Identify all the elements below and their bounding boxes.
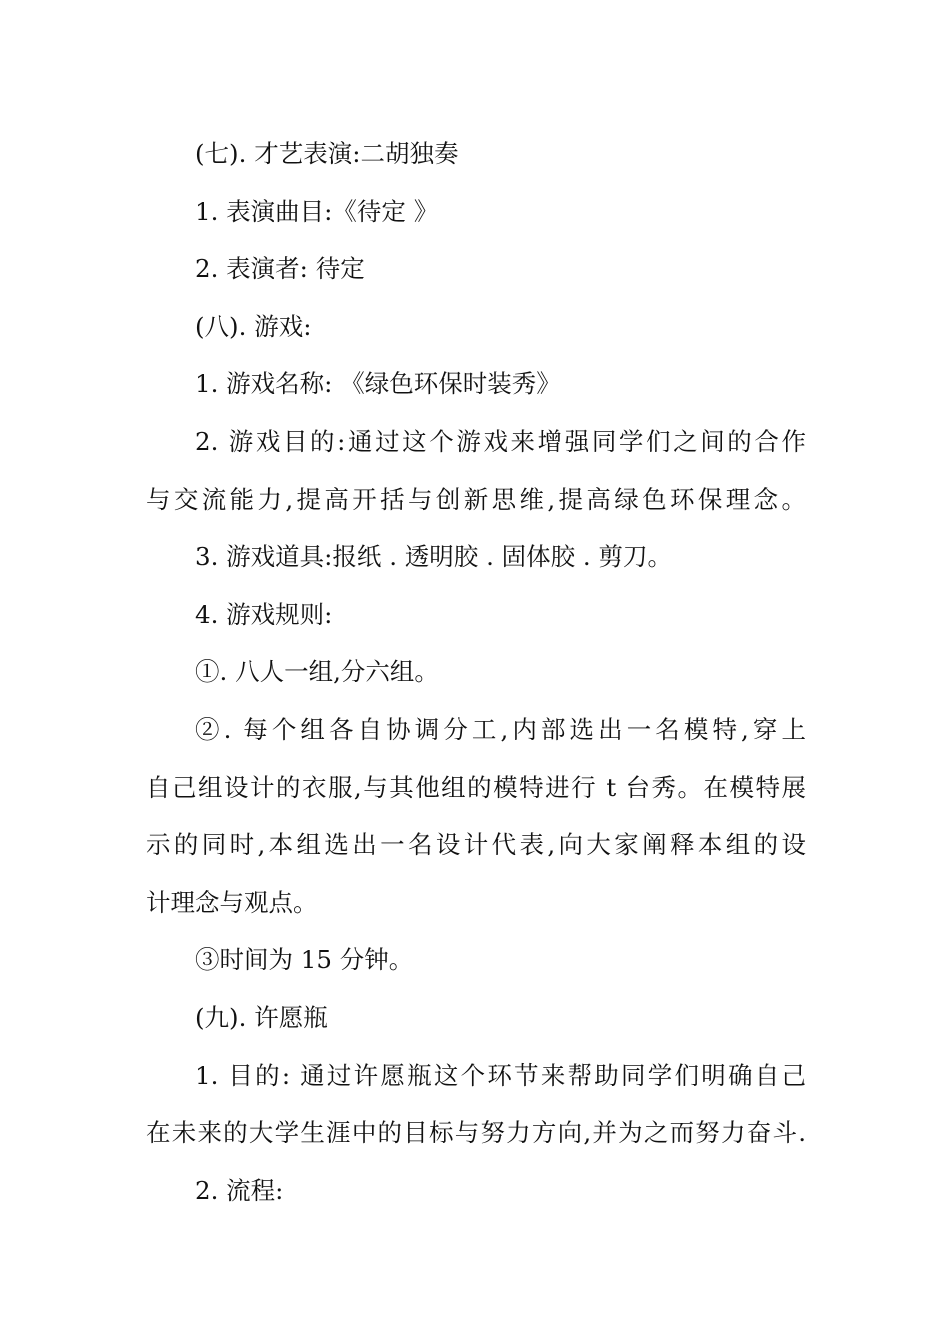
paragraph-line: 2. 游戏目的:通过这个游戏来增强同学们之间的合作 — [195, 426, 806, 456]
paragraph-line: 在未来的大学生涯中的目标与努力方向,并为之而努力奋斗. — [146, 1118, 806, 1148]
paragraph-line: ②. 每个组各自协调分工,内部选出一名模特,穿上 — [195, 714, 806, 744]
list-item: 4. 游戏规则: — [195, 599, 333, 629]
list-item: ①. 八人一组,分六组。 — [195, 657, 439, 687]
paragraph-line: 自己组设计的衣服,与其他组的模特进行 t 台秀。在模特展 — [146, 772, 806, 802]
list-item: 2. 流程: — [195, 1175, 284, 1205]
paragraph-line: 计理念与观点。 — [146, 887, 318, 917]
paragraph-line: 1. 目的: 通过许愿瓶这个环节来帮助同学们明确自己 — [195, 1060, 806, 1090]
heading-game: (八). 游戏: — [195, 311, 312, 341]
list-item: 3. 游戏道具:报纸 . 透明胶 . 固体胶 . 剪刀。 — [195, 542, 673, 572]
heading-wish-bottle: (九). 许愿瓶 — [195, 1002, 328, 1032]
list-item: 2. 表演者: 待定 — [195, 254, 365, 284]
list-item: ③时间为 15 分钟。 — [195, 945, 414, 975]
list-item: 1. 游戏名称: 《绿色环保时装秀》 — [195, 369, 561, 399]
paragraph-line: 与交流能力,提高开括与创新思维,提高绿色环保理念。 — [146, 484, 806, 514]
document-body — [146, 125, 806, 1219]
list-item: 1. 表演曲目:《待定 》 — [195, 196, 439, 226]
heading-talent-show: (七). 才艺表演:二胡独奏 — [195, 139, 459, 168]
paragraph-line: 示的同时,本组选出一名设计代表,向大家阐释本组的设 — [146, 830, 806, 860]
